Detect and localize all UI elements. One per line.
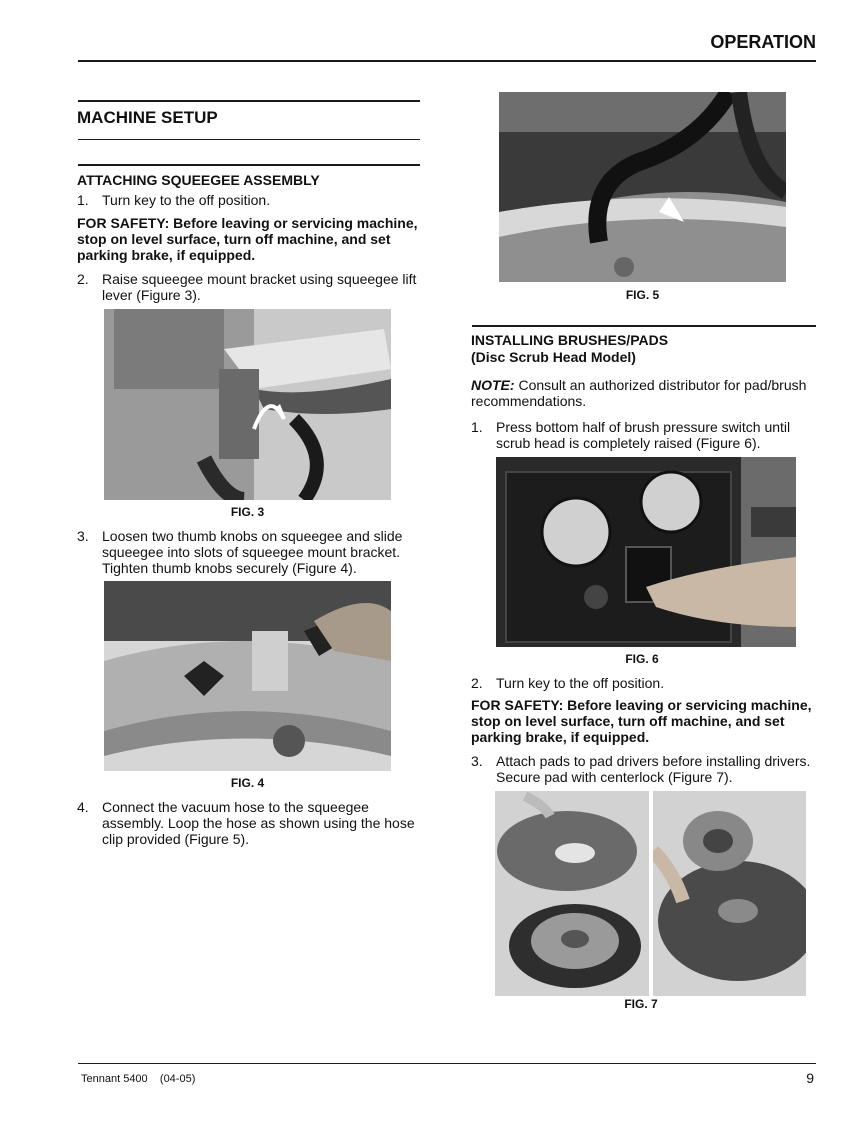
- figure-7-pad-photo-right: [653, 791, 806, 996]
- step-text: Attach pads to pad drivers before installing drivers. Secure pad with centerlock (Figure 7).: [496, 753, 811, 785]
- subsection-title-line1: INSTALLING BRUSHES/PADS: [471, 332, 669, 348]
- figure-6-caption: FIG. 6: [625, 652, 659, 666]
- page-number: 9: [806, 1070, 814, 1086]
- figure-6-control-panel-photo: [496, 457, 796, 647]
- footer-rule: [78, 1063, 816, 1064]
- step-text: Press bottom half of brush pressure switch until scrub head is completely raised (Figure 6).: [496, 419, 791, 451]
- note-text: Consult an authorized distributor for pad/brush recommendations.: [471, 377, 807, 409]
- figure-7-pad-photo-left: [495, 791, 649, 996]
- step-text: Raise squeegee mount bracket using squeegee lift lever (Figure 3).: [102, 271, 417, 303]
- step-number: 2.: [471, 675, 483, 691]
- subsection-title: ATTACHING SQUEEGEE ASSEMBLY: [77, 172, 320, 188]
- footer-model-name: Tennant 5400: [81, 1073, 148, 1085]
- figure-3-squeegee-lift-photo: [104, 309, 391, 500]
- step-number: 2.: [77, 271, 89, 287]
- figure-3-caption: FIG. 3: [230, 505, 265, 519]
- subsection-rule-right: [472, 325, 816, 327]
- step-text: Turn key to the off position.: [496, 675, 665, 691]
- figure-5-vacuum-hose-photo: [499, 92, 786, 282]
- step-number: 1.: [77, 192, 89, 208]
- figure-4-caption: FIG. 4: [230, 776, 265, 790]
- section-title: MACHINE SETUP: [77, 108, 218, 127]
- subsection-rule: [78, 164, 420, 166]
- figure-5-caption: FIG. 5: [625, 288, 660, 302]
- note-paragraph: [471, 377, 817, 409]
- subsection-title-brushes: [471, 332, 668, 366]
- step-number: 1.: [471, 419, 483, 435]
- safety-warning: FOR SAFETY: Before leaving or servicing machine, stop on level surface, turn off machine, and set parking brake, if equipped.: [77, 215, 418, 263]
- header-rule: [78, 60, 816, 62]
- footer-model: [81, 1073, 195, 1085]
- figure-7-caption: FIG. 7: [624, 997, 658, 1011]
- section-rule-bottom: [78, 139, 420, 140]
- step-number: 3.: [77, 528, 89, 544]
- section-rule-top: [78, 100, 420, 102]
- safety-warning: FOR SAFETY: Before leaving or servicing machine, stop on level surface, turn off machine, and set parking brake, if equipped.: [471, 697, 812, 745]
- note-label: NOTE:: [471, 377, 515, 393]
- page-header-title: OPERATION: [710, 32, 816, 52]
- step-text: Loosen two thumb knobs on squeegee and slide squeegee into slots of squeegee mount bracket. Tighten thumb knobs securely (Figure 4).: [102, 528, 403, 576]
- step-text: Connect the vacuum hose to the squeegee assembly. Loop the hose as shown using the hose clip provided (Figure 5).: [102, 799, 415, 847]
- subsection-title-line2: (Disc Scrub Head Model): [471, 349, 636, 365]
- step-text: Turn key to the off position.: [102, 192, 271, 208]
- figure-4-squeegee-knobs-photo: [104, 581, 391, 771]
- step-number: 4.: [77, 799, 89, 815]
- footer-date: (04-05): [159, 1073, 196, 1085]
- step-number: 3.: [471, 753, 483, 769]
